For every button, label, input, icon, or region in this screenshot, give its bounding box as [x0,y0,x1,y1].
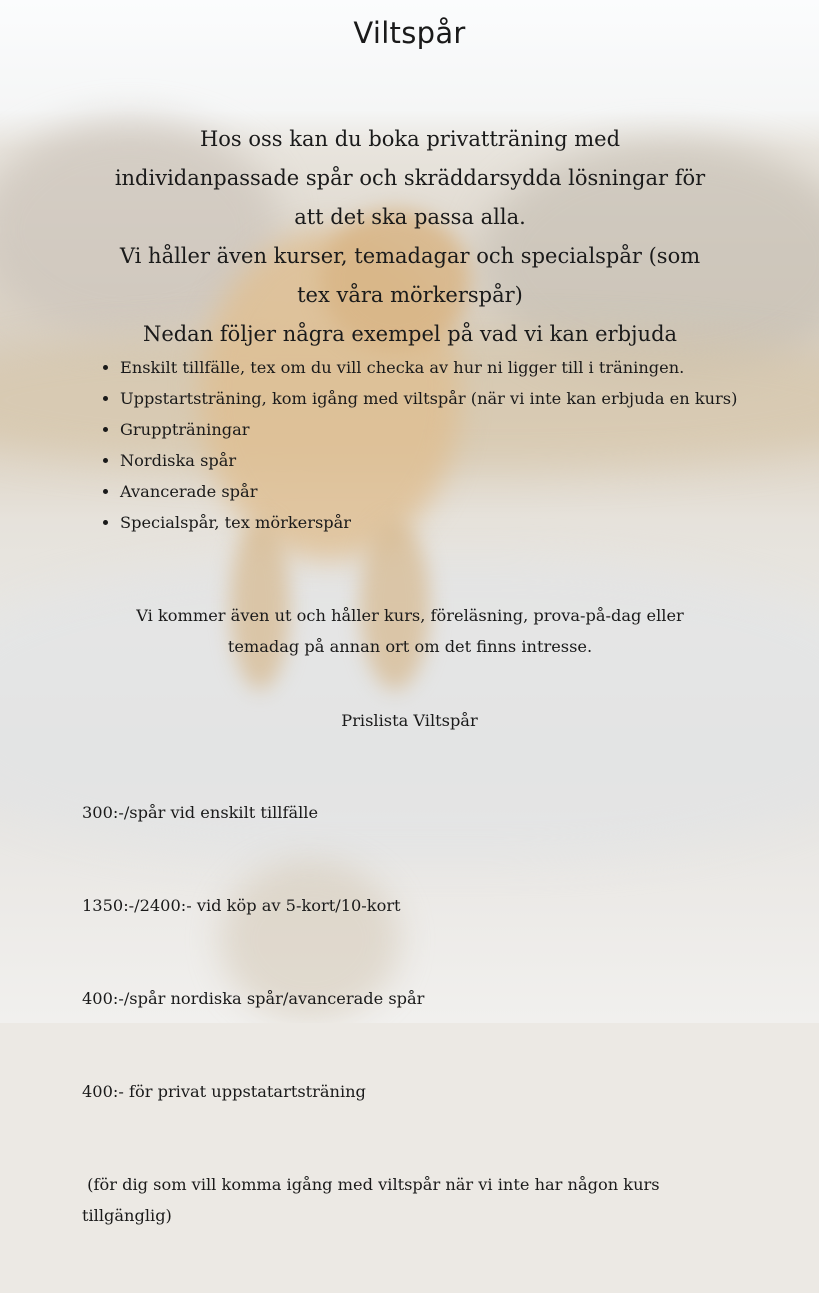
intro-text [80,120,740,354]
intro-line: tex våra mörkerspår) [297,283,523,307]
offer-item: • Avancerade spår [120,476,780,507]
travel-line: temadag på annan ort om det finns intresse. [227,637,593,656]
offer-item: • Enskilt tillfälle, tex om du vill checka av hur ni ligger till i träningen. [120,352,780,383]
travel-text [80,600,740,662]
offer-list [82,352,780,538]
intro-line: individanpassade spår och skräddarsydda lösningar för [114,166,706,190]
page-title: Viltspår [353,16,466,50]
intro-line: Hos oss kan du boka privatträning med [199,127,621,151]
intro-line: Vi håller även kurser, temadagar och specialspår (som [119,244,701,268]
intro-line: Nedan följer några exempel på vad vi kan erbjuda [142,322,678,346]
price-item: (för dig som vill komma igång med viltspår när vi inte har någon kurs tillgänglig) [82,1175,665,1225]
travel-line: Vi kommer även ut och håller kurs, föreläsning, prova-på-dag eller [136,606,684,625]
offer-item: • Uppstartsträning, kom igång med viltspår (när vi inte kan erbjuda en kurs) [120,383,780,414]
price-item: 300:-/spår vid enskilt tillfälle [82,803,319,822]
offer-item: • Nordiska spår [120,445,780,476]
price-item: 400:-/spår nordiska spår/avancerade spår [82,989,425,1008]
price-list [82,735,742,1293]
price-list-heading: Prislista Viltspår [341,711,478,730]
offer-item: • Gruppträningar [120,414,780,445]
intro-line: att det ska passa alla. [294,205,526,229]
price-item: 400:- för privat uppstatartsträning [82,1082,366,1101]
offer-item: • Specialspår, tex mörkerspår [120,507,780,538]
price-item: 1350:-/2400:- vid köp av 5-kort/10-kort [82,896,401,915]
